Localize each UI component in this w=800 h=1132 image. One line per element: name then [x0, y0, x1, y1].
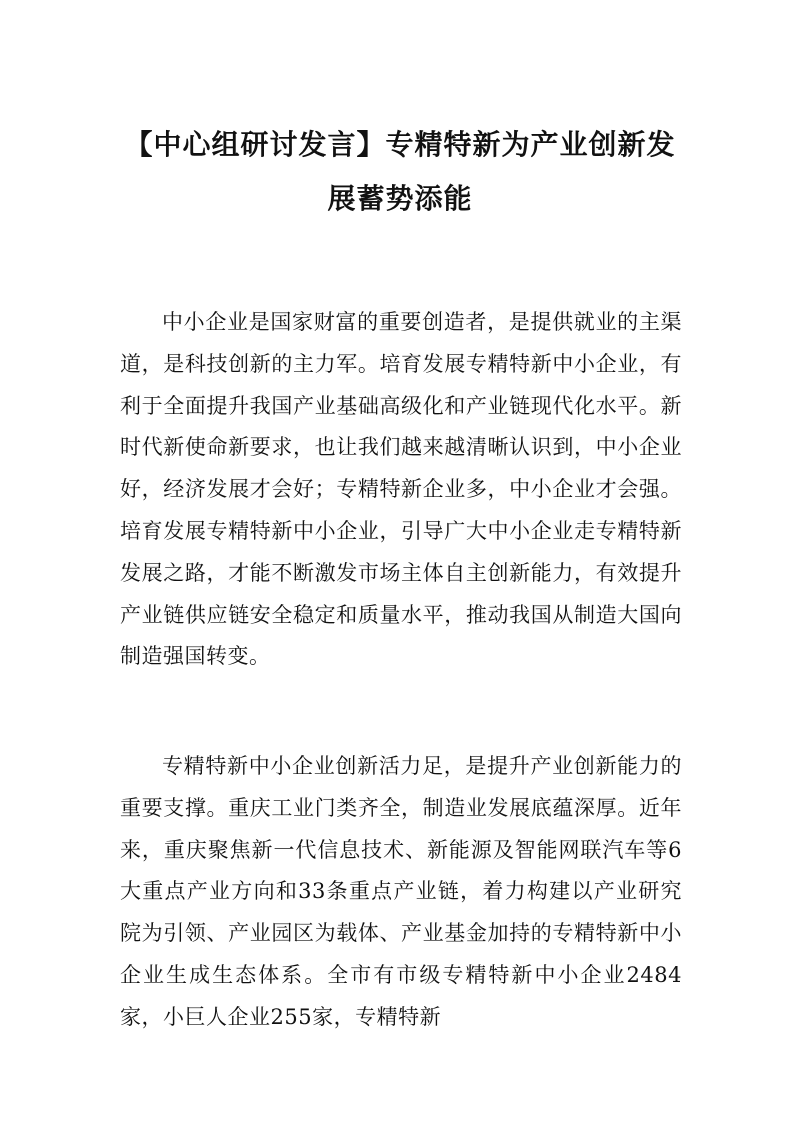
title-line-2: 展蓄势添能 [327, 182, 473, 215]
body-paragraph-1: 中小企业是国家财富的重要创造者，是提供就业的主渠道，是科技创新的主力军。培育发展专精特新中小企业，有利于全面提升我国产业基础高级化和产业链现代化水平。新时代新使命新要求，也让我们越来越清晰认识到，中小企业好，经济发展才会好；专精特新企业多，中小企业才会强。培育发展专精特新中小企业，引导广大中小企业走专精特新发展之路，才能不断激发市场主体自主创新能力，有效提升产业链供应链安全稳定和质量水平，推动我国从制造大国向制造强国转变。 [120, 310, 682, 669]
title-line-1: 【中心组研讨发言】专精特新为产业创新发 [124, 128, 676, 161]
body-paragraph-2: 专精特新中小企业创新活力足，是提升产业创新能力的重要支撑。重庆工业门类齐全，制造业发展底蕴深厚。近年来，重庆聚焦新一代信息技术、新能源及智能网联汽车等6大重点产业方向和33条重点产业链，着力构建以产业研究院为引领、产业园区为载体、产业基金加持的专精特新中小企业生成生态体系。全市有市级专精特新中小企业2484家，小巨人企业255家，专精特新 [120, 754, 682, 1029]
document-title [100, 118, 700, 226]
